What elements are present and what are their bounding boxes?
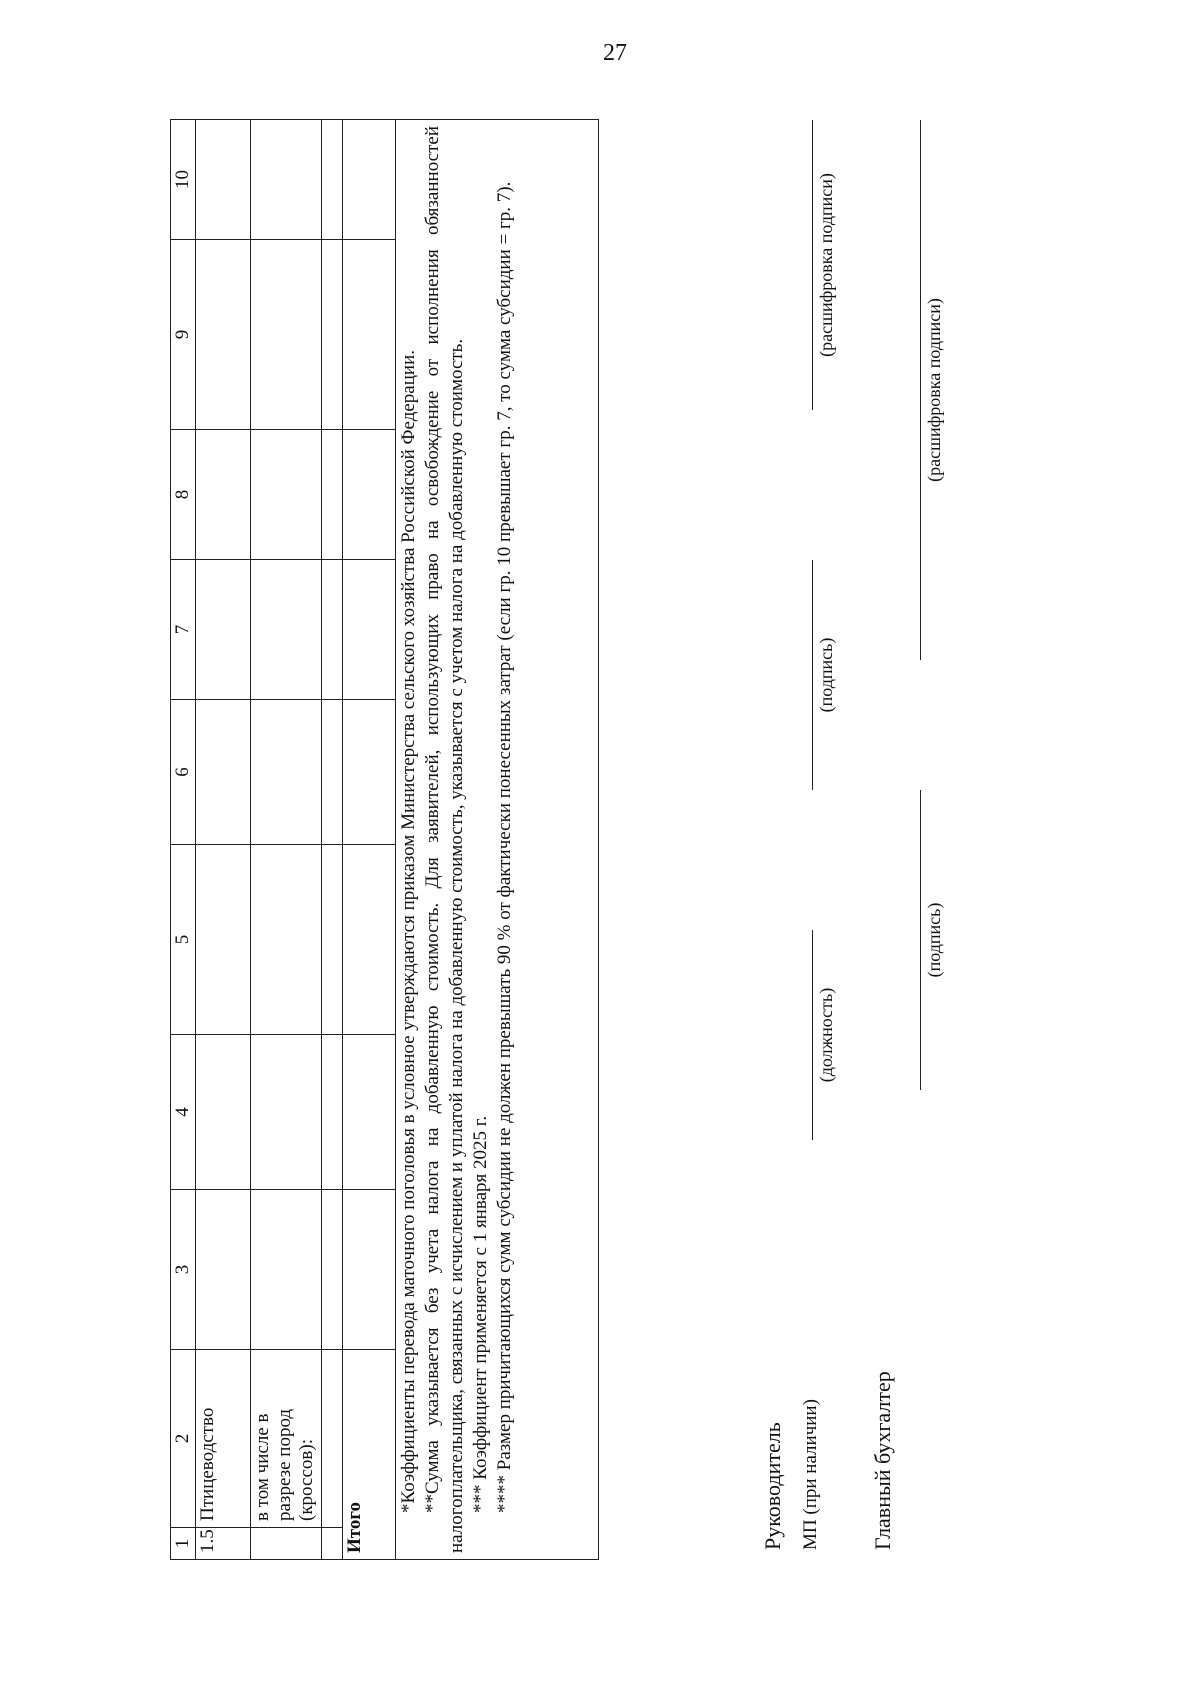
- accountant-decode-caption: (расшифровка подписи): [924, 298, 944, 482]
- subsidy-table: [170, 119, 599, 1560]
- mp-label: МП (при наличии): [800, 1399, 821, 1550]
- table-row: [196, 120, 251, 1560]
- accountant-decode-line: [920, 120, 921, 660]
- rotated-content: [20, 60, 1120, 1660]
- head-label: Руководитель: [760, 1422, 785, 1550]
- header-row: [171, 120, 196, 1560]
- row-number: [322, 1528, 343, 1560]
- row-number: 1.5: [196, 1528, 251, 1560]
- col-header: 1: [171, 1528, 196, 1560]
- footnote-4: **** Размер причитающихся сумм субсидии не должен превышать 90 % от фактически понесенных затрат (если гр. 10 превышает гр. 7, то сумма субсидии = гр. 7).: [494, 181, 515, 1513]
- table-row: [251, 120, 322, 1560]
- col-header: 6: [171, 700, 196, 845]
- head-decode-line: [812, 120, 813, 410]
- row-number: [251, 1528, 322, 1560]
- chief-accountant-label: Главный бухгалтер: [870, 1371, 895, 1550]
- footnotes: [396, 120, 599, 1560]
- col-header: 7: [171, 560, 196, 700]
- footnote-3: *** Коэффициент применяется с 1 января 2025 г.: [470, 1115, 491, 1513]
- head-decode-caption: (расшифровка подписи): [816, 173, 836, 357]
- position-caption: (должность): [816, 987, 836, 1083]
- notes-row: [396, 120, 599, 1560]
- accountant-signature-line: [920, 790, 921, 1090]
- head-signature-line: [812, 560, 813, 790]
- footnote-1: *Коэффициенты перевода маточного поголовья в условное утверждаются приказом Министерства сельского хозяйства Российской Федерации.: [398, 350, 419, 1513]
- col-header: 3: [171, 1190, 196, 1350]
- col-header: 9: [171, 240, 196, 430]
- position-line: [812, 930, 813, 1140]
- head-signature-caption: (подпись): [816, 637, 836, 713]
- col-header: 2: [171, 1350, 196, 1528]
- row-name: Птицеводство: [196, 1350, 251, 1528]
- footnote-2: **Сумма указывается без учета налога на добавленную стоимость. Для заявителей, использующих право на освобождение от исполнения обязанностей налогоплательщика, связанных с исчислением и уплатой налога на добавленную стоимость, указывается с учетом налога на добавленную стоимость.: [422, 126, 467, 1553]
- col-header: 8: [171, 430, 196, 560]
- total-row: [343, 120, 396, 1560]
- row-name: в том числе в разрезе пород (кроссов):: [251, 1350, 322, 1528]
- col-header: 4: [171, 1035, 196, 1190]
- table-row: [322, 120, 343, 1560]
- page-number: 27: [603, 40, 627, 66]
- total-label: Итого: [343, 1350, 396, 1560]
- row-name: [322, 1350, 343, 1528]
- accountant-signature-caption: (подпись): [924, 902, 944, 978]
- col-header: 5: [171, 845, 196, 1035]
- col-header: 10: [171, 120, 196, 240]
